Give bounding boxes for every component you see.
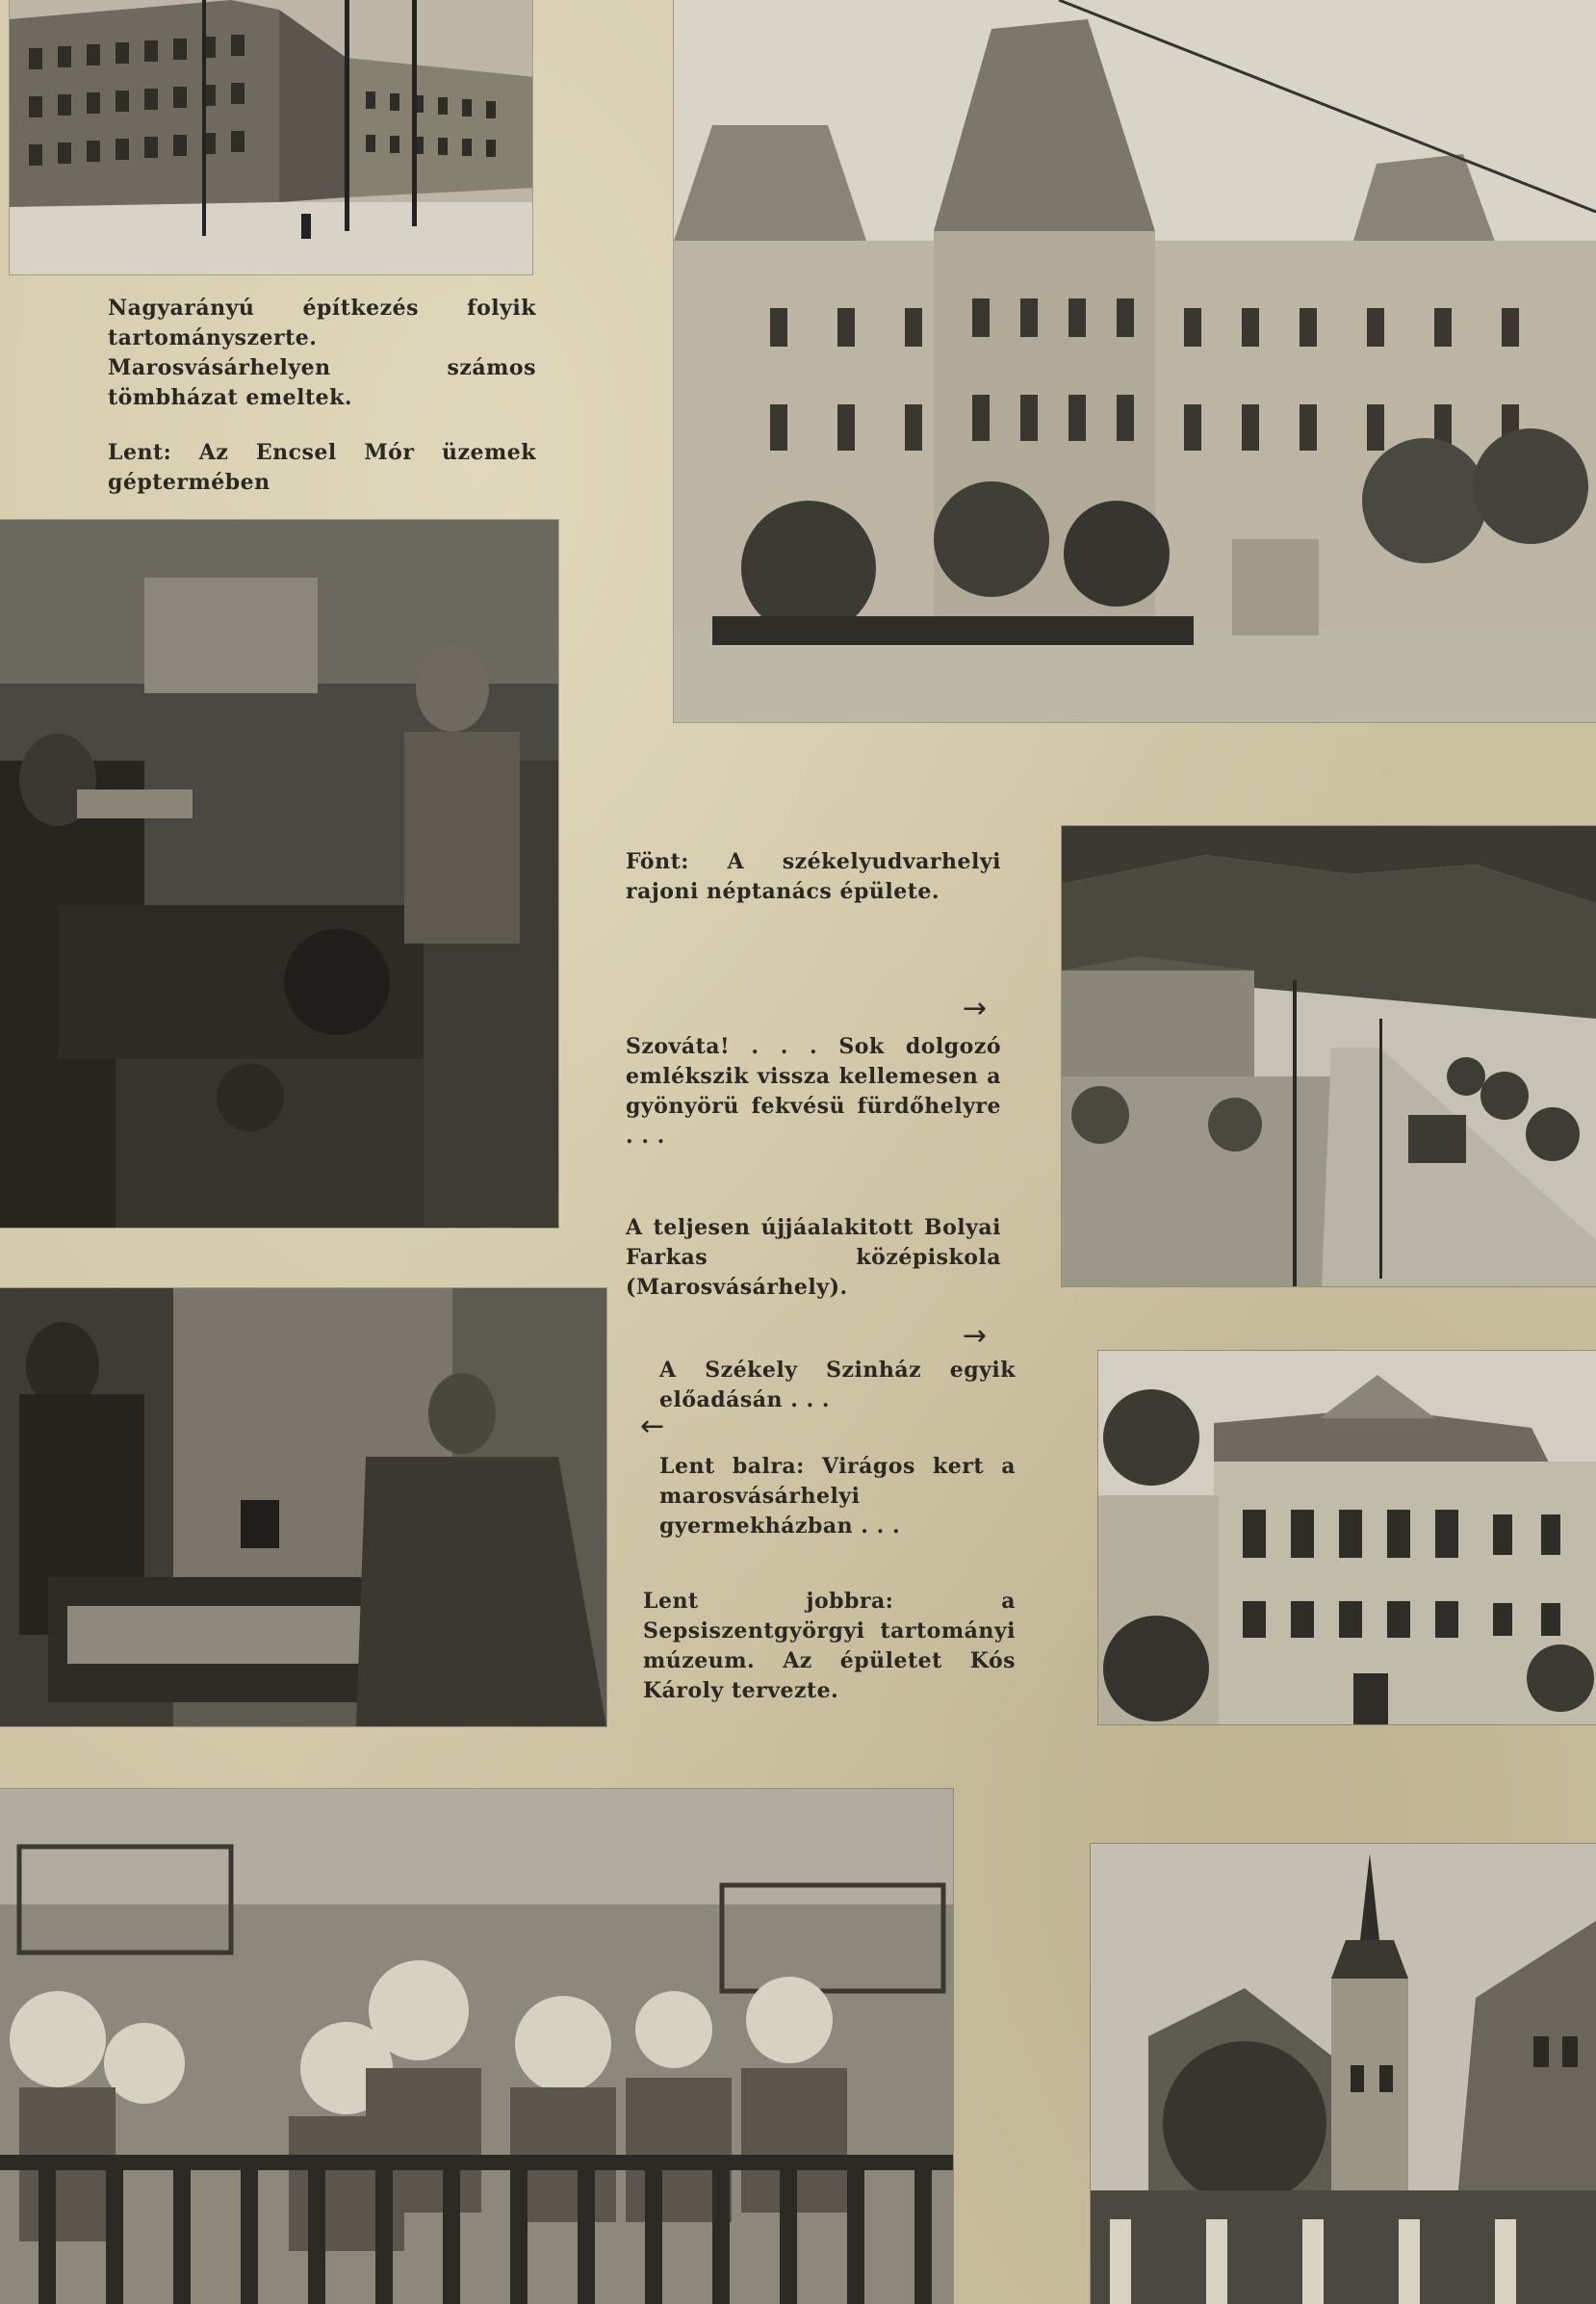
apartment-blocks-image [10,0,532,274]
caption-council-building [626,847,1001,907]
nursery-children-image [0,1789,953,2304]
arrow-right-icon: → [963,992,988,1025]
council-building-photo [674,0,1596,722]
caption-text: Lent: Az Encsel Mór üzemek géptermében [108,440,536,495]
caption-text: A teljesen újjáalakitott Bolyai Farkas középiskola (Marosvásárhely). [626,1215,1001,1300]
arrow-right-icon: → [963,1319,988,1353]
caption-apartment-blocks [108,294,536,413]
caption-text: A Székely Szinház egyik előadásán . . . [659,1358,1016,1412]
school-building-image [1098,1351,1596,1724]
caption-text: Szováta! . . . Sok dolgozó emlékszik vissza kellemesen a gyönyörü fekvésü fürdőhelyre . . . [626,1034,1001,1149]
machine-hall-image [0,520,558,1228]
museum-building-photo [1091,1844,1596,2304]
caption-text: Nagyarányú építkezés folyik tartományszerte. Marosvásárhelyen számos tömbházat emeltek. [108,296,536,410]
caption-bolyai-school [626,1213,1001,1303]
caption-text: Fönt: A székelyudvarhelyi rajoni néptanács épülete. [626,849,1001,904]
theatre-stage-image [0,1288,606,1726]
council-building-image [674,0,1596,722]
szovata-resort-image [1062,826,1596,1286]
caption-szovata [626,1032,1001,1152]
caption-machine-hall [108,438,536,498]
museum-building-image [1091,1844,1596,2304]
theatre-stage-photo [0,1288,606,1726]
caption-theatre [659,1356,1016,1415]
arrow-left-icon: ← [640,1410,665,1443]
caption-nursery [659,1452,1016,1541]
school-building-photo [1098,1351,1596,1724]
machine-hall-photo [0,520,558,1228]
caption-text: Lent balra: Virágos kert a marosvásárhelyi gyermekházban . . . [659,1454,1016,1539]
apartment-blocks-photo [10,0,532,274]
nursery-children-photo [0,1789,953,2304]
caption-text: Lent jobbra: a Sepsiszentgyörgyi tartományi múzeum. Az épületet Kós Károly tervezte. [643,1589,1016,1703]
caption-museum [643,1587,1016,1706]
szovata-resort-photo [1062,826,1596,1286]
